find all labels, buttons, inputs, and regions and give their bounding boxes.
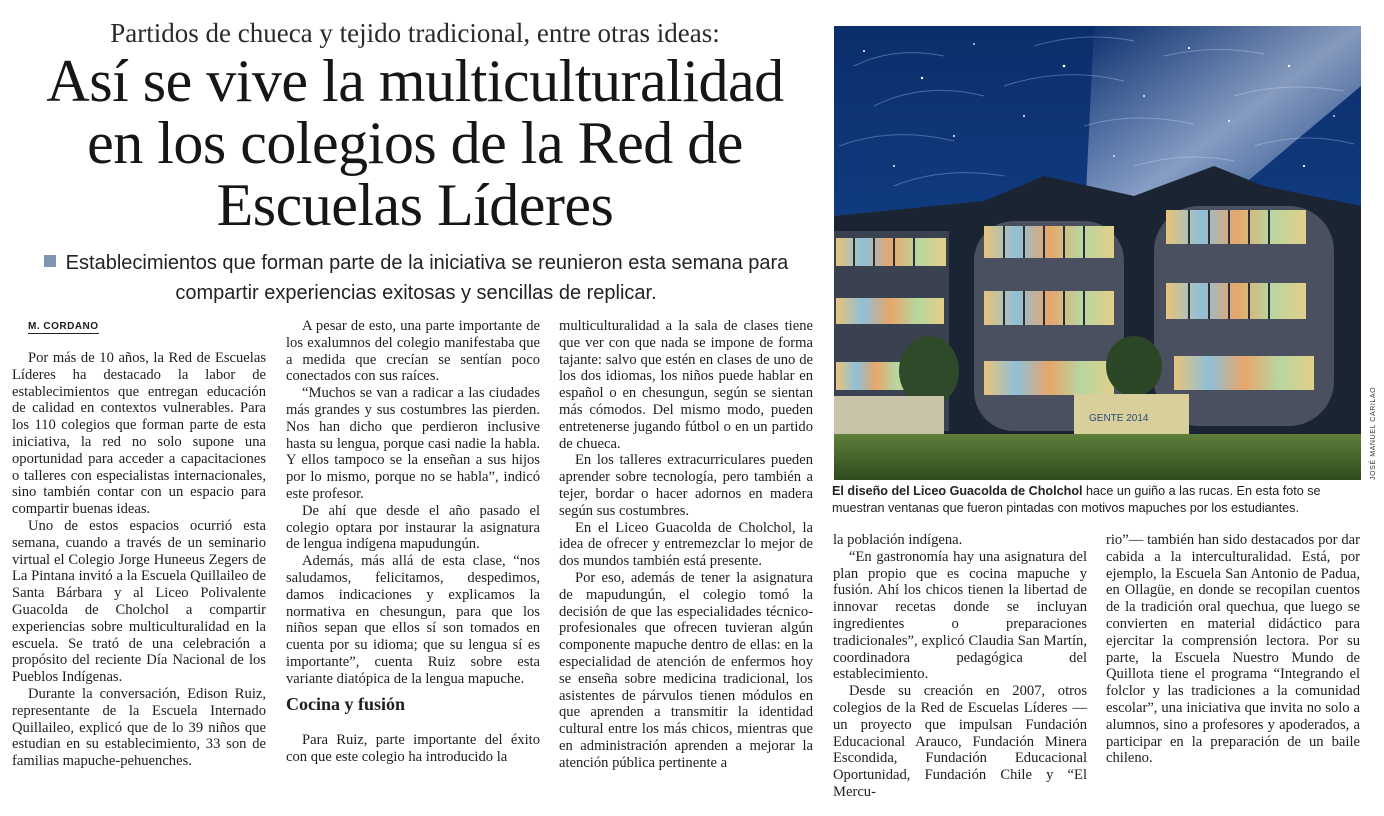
paragraph: Uno de estos espacios ocurrió esta semana, cuando a través de un seminario virtual el Colegio Jorge Huneeus Zegers de La Pintana invitó a la Escuela Quillaileo de Santa Bárbara y al Liceo Polivalente Guacolda de Cholchol a compartir experiencias sobre multiculturalidad en la escuela. Se trató de una celebración a propósito del reciente Día Nacional de los Pueblos Indígenas. xyxy=(12,517,266,686)
photo-illustration xyxy=(834,26,1361,480)
paragraph: “Muchos se van a radicar a las ciudades más grandes y sus costumbres las pierden. Nos han dicho que perdieron inclusive hasta su lengua, porque casi nadie la habla. Y ellos tampoco se la enseñan a sus hijos por lo mismo, porque no se habla”, indicó este profesor. xyxy=(286,385,540,502)
article-column-4 xyxy=(833,532,1087,801)
caption-lead: El diseño del Liceo Guacolda de Cholchol xyxy=(832,484,1083,498)
headline xyxy=(10,50,820,236)
photo-caption xyxy=(832,483,1362,517)
headline-line: Así se vive la multiculturalidad xyxy=(46,48,784,114)
subhead: Cocina y fusión xyxy=(286,693,406,714)
paragraph: rio”— también han sido destacados por dar cabida a la interculturalidad. Está, por ejemplo, la Escuela San Antonio de Padua, en Ollagüe, en donde se recopilan cuentos de la tradición oral quechua, que luego se convierten en material didáctico para ejercitar la comprensión lectora. Por su parte, la Escuela Nuestro Mundo de Quillota tiene el programa “Integrando el folclor y las tradiciones a la comunidad escolar”, una iniciativa que invita no solo a alumnos, sino a profesores y apoderados, a participar en la preparación de un baile chileno. xyxy=(1106,532,1360,767)
paragraph: De ahí que desde el año pasado el colegio optara por instaurar la asignatura de lengua indígena mapudungún. xyxy=(286,502,540,553)
photo-credit: JOSÉ MANUEL CARILAO xyxy=(1370,386,1377,480)
paragraph: Desde su creación en 2007, otros colegios de la Red de Escuelas Líderes —un proyecto que impulsan Fundación Educacional Arauco, Fundación Minera Escondida, Fundación Educacional Oportunidad, Fundación Chile y “El Mercu- xyxy=(833,683,1087,800)
school-night-photo xyxy=(834,26,1361,480)
headline-line: Escuelas Líderes xyxy=(216,172,614,238)
square-bullet-icon xyxy=(44,255,56,267)
paragraph: Por más de 10 años, la Red de Escuelas Líderes ha destacado la labor de establecimientos que entregan educación de calidad en contextos vulnerables. Para los 110 colegios que forman parte de esta iniciativa, la red no solo supone una oportunidad para acceder a capacitaciones o talleres con especialistas internacionales, sino también contar con un espacio para compartir buenas ideas. xyxy=(12,350,266,518)
paragraph: Además, más allá de esta clase, “nos saludamos, felicitamos, despedimos, damos indicaciones y explicamos la normativa en chesungun, para que los niños sepan que ellos sí son tomados en cuenta por su idioma; que su lengua sí es importante”, cuenta Ruiz sobre esta variante diatópica de la lengua mapuche. xyxy=(286,553,540,687)
paragraph: la población indígena. xyxy=(833,532,963,548)
article-column-5 xyxy=(1106,532,1360,767)
article-column-2 xyxy=(286,318,540,766)
article-column-3 xyxy=(559,318,813,772)
paragraph: “En gastronomía hay una asignatura del plan propio que es cocina mapuche y fusión. Ahí los chicos tienen la libertad de innovar recetas donde se incluyan ingredientes o preparaciones tradicionales”, explicó Claudia San Martín, coordinadora pedagógica del establecimiento. xyxy=(833,548,1087,683)
byline: M. CORDANO xyxy=(28,321,99,332)
mural-text: GENTE 2014 xyxy=(1089,413,1149,424)
paragraph: En el Liceo Guacolda de Cholchol, la idea de ofrecer y entremezclar lo mejor de dos mundos también está presente. xyxy=(559,519,813,570)
paragraph: A pesar de esto, una parte importante de los exalumnos del colegio manifestaba que a medida que crecían se sentían poco conectados con sus raíces. xyxy=(286,318,540,385)
article-column-1 xyxy=(12,350,266,770)
paragraph: Para Ruiz, parte importante del éxito con que este colegio ha introducido la xyxy=(286,732,540,766)
kicker: Partidos de chueca y tejido tradicional, entre otras ideas: xyxy=(110,18,720,48)
deck xyxy=(12,248,820,308)
paragraph: En los talleres extracurriculares pueden aprender sobre tecnología, pero también a tejer, bordar o hacer adornos en madera según sus costumbres. xyxy=(559,452,813,519)
deck-line: compartir experiencias exitosas y sencillas de replicar. xyxy=(175,282,657,304)
deck-line: Establecimientos que forman parte de la iniciativa se reunieron esta semana para xyxy=(65,252,789,274)
caption-text: hace un guiño a las rucas. En esta foto se muestran ventanas que fueron pintadas con motivos mapuches por los estudiantes. xyxy=(832,484,1321,515)
paragraph: Por eso, además de tener la asignatura de mapudungún, el colegio tomó la decisión de que las especialidades técnico-profesionales que ofrecen tuvieran algún componente mapuche dentro de ellas: en la especialidad de atención de enfermos hoy se enseña sobre medicina tradicional, los asistentes de párvulos tienen módulos en que aprenden a transmitir la identidad cultural entre los más chicos, mientras que en administración aprenden a mejorar la atención pública pertinente a xyxy=(559,569,813,771)
paragraph: Durante la conversación, Edison Ruiz, representante de la Escuela Internado Quillaileo, explicó que de lo 39 niños que estudian en su establecimiento, 33 son de familias mapuche-pehuenches. xyxy=(12,685,266,770)
paragraph: multiculturalidad a la sala de clases tiene que ver con que nada se impone de forma tajante: salvo que estén en clases de uno de los dos idiomas, los niños puede hablar en español o en chesungun, según se sientan más cómodos. Del mismo modo, pueden entretenerse jugando fútbol o en un partido de chueca. xyxy=(559,318,813,452)
headline-line: en los colegios de la Red de xyxy=(87,110,743,176)
